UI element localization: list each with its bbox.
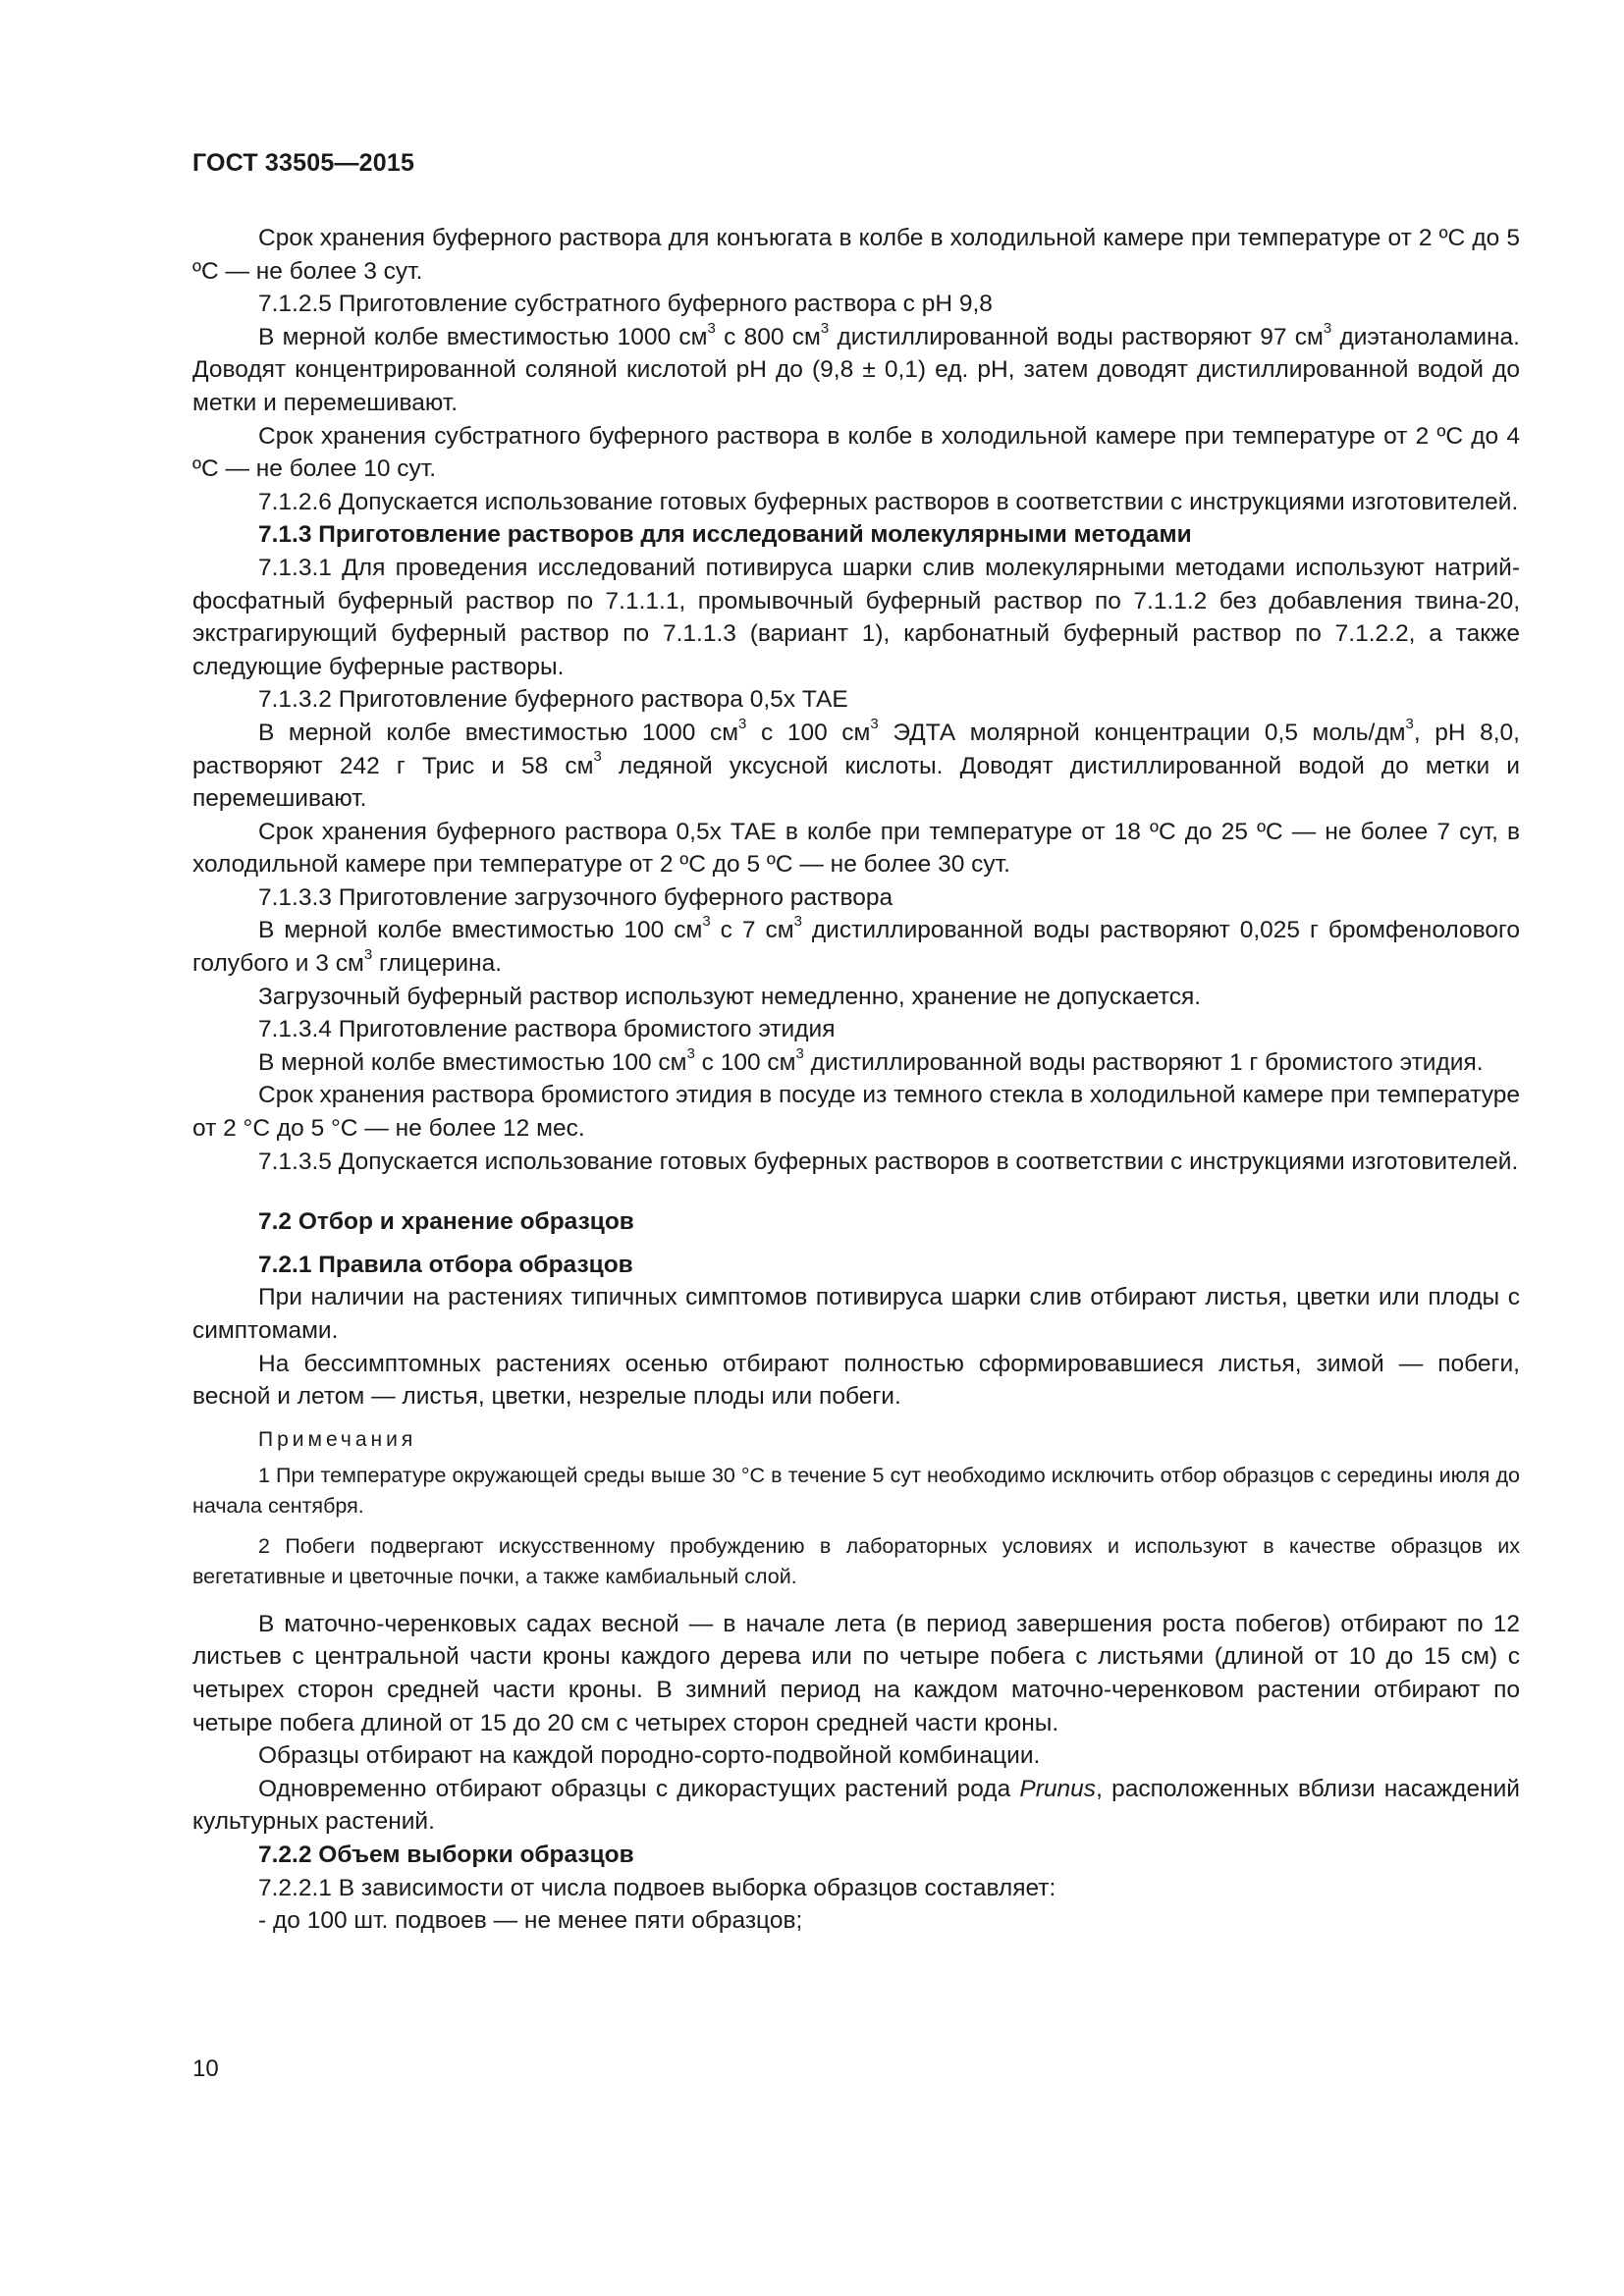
paragraph: В мерной колбе вместимостью 1000 $см^3$ с 100 $см^3$ ЭДТА молярной концентрации 0,5 моль/$дм^3$, рН 8,0, растворяют 242 г Трис и 58 $см^3$ ледяной уксусной кислоты. Доводят дистиллированной водой до метки и перемешивают. [192, 715, 1520, 813]
paragraph: 7.1.3.1 Для проведения исследований потивируса шарки слив молекулярными методами используют натрий-фосфатный буферный раствор по 7.1.1.1, промывочный буферный раствор по 7.1.1.2 без добавления твина-20, экстрагирующий буферный раствор по 7.1.1.3 (вариант 1), карбонатный буферный раствор по 7.1.2.2, а также следующие буферные растворы. [192, 554, 1520, 680]
paragraph: В мерной колбе вместимостью 100 $см^3$ с 100 $см^3$ дистиллированной воды растворяют 1 г бромистого этидия. [258, 1044, 1484, 1076]
paragraph: Срок хранения буферного раствора 0,5х ТАЕ в колбе при температуре от 18 ºС до 25 ºС — не более 7 сут, в холодильной камере при температуре от 2 ºС до 5 ºС — не более 30 сут. [192, 818, 1520, 879]
list-item: - до 100 шт. подвоев — не менее пяти образцов; [258, 1907, 803, 1935]
paragraph: На бессимптомных растениях осенью отбирают полностью сформировавшиеся листья, зимой — побеги, весной и летом — листья, цветки, незрелые плоды или побеги. [192, 1350, 1520, 1411]
section-heading-7-1-3: 7.1.3 Приготовление растворов для исследований молекулярными методами [258, 521, 1192, 549]
paragraph: Одновременно отбирают образцы с дикорастущих растений рода Prunus, расположенных вблизи насаждений культурных растений. [192, 1775, 1520, 1836]
paragraph: Срок хранения раствора бромистого этидия в посуде из темного стекла в холодильной камере при температуре от 2 °С до 5 °С — не более 12 мес. [192, 1082, 1520, 1143]
section-heading-7-2-1: 7.2.1 Правила отбора образцов [258, 1251, 633, 1278]
section-heading-7-2-2: 7.2.2 Объем выборки образцов [258, 1841, 634, 1868]
paragraph: 7.1.2.5 Приготовление субстратного буферного раствора с рН 9,8 [258, 291, 993, 318]
paragraph: Срок хранения субстратного буферного раствора в колбе в холодильной камере при температуре от 2 ºС до 4 ºС — не более 10 сут. [192, 422, 1520, 483]
paragraph: 7.2.2.1 В зависимости от числа подвоев выборка образцов составляет: [258, 1874, 1056, 1901]
paragraph: Образцы отбирают на каждой породно-сорто-подвойной комбинации. [258, 1742, 1041, 1770]
paragraph: В мерной колбе вместимостью 100 $см^3$ с 7 $см^3$ дистиллированной воды растворяют 0,025 г бромфенолового голубого и 3 $см^3$ глицерина. [192, 913, 1521, 978]
paragraph: 7.1.3.2 Приготовление буферного раствора 0,5х ТАЕ [258, 686, 848, 714]
section-heading-7-2: 7.2 Отбор и хранение образцов [258, 1208, 634, 1236]
paragraph: Срок хранения буферного раствора для конъюгата в колбе в холодильной камере при температуре от 2 ºС до 5 ºС — не более 3 сут. [192, 225, 1520, 285]
paragraph: В маточно-черенковых садах весной — в начале лета (в период завершения роста побегов) отбирают по 12 листьев с центральной части кроны каждого дерева или по четыре побега с листьями (длиной от 10 до 15 см) с четырех сторон средней части кроны. В зимний период на каждом маточно-черенковом растении отбирают по четыре побега длиной от 15 до 20 см с четырех сторон средней части кроны. [192, 1610, 1520, 1736]
page-number: 10 [192, 2056, 219, 2082]
notes-title: Примечания [258, 1427, 417, 1451]
paragraph: В мерной колбе вместимостью 1000 $см^3$ с 800 $см^3$ дистиллированной воды растворяют 97 $см^3$ диэтаноламина. Доводят концентрированной соляной кислотой рН до (9,8 ± 0,1) ед. рН, затем доводят дистиллированной водой до метки и перемешивают. [192, 319, 1520, 416]
note-2: 2 Побеги подвергают искусственному пробуждению в лабораторных условиях и используют в качестве образцов их вегетативные и цветочные почки, а также камбиальный слой. [192, 1533, 1520, 1588]
document-body [192, 222, 1520, 1938]
paragraph: При наличии на растениях типичных симптомов потивируса шарки слив отбирают листья, цветки или плоды с симптомами. [192, 1284, 1520, 1344]
paragraph: 7.1.3.5 Допускается использование готовых буферных растворов в соответствии с инструкциями изготовителей. [258, 1148, 1519, 1175]
paragraph: Загрузочный буферный раствор используют немедленно, хранение не допускается. [258, 983, 1202, 1010]
document-header: ГОСТ 33505—2015 [192, 149, 415, 177]
paragraph: 7.1.2.6 Допускается использование готовых буферных растворов в соответствии с инструкциями изготовителей. [258, 488, 1519, 515]
note-1: 1 При температуре окружающей среды выше 30 °С в течение 5 сут необходимо исключить отбор образцов с середины июля до начала сентября. [192, 1463, 1520, 1518]
paragraph: 7.1.3.3 Приготовление загрузочного буферного раствора [258, 883, 893, 911]
paragraph: 7.1.3.4 Приготовление раствора бромистого этидия [258, 1016, 836, 1043]
